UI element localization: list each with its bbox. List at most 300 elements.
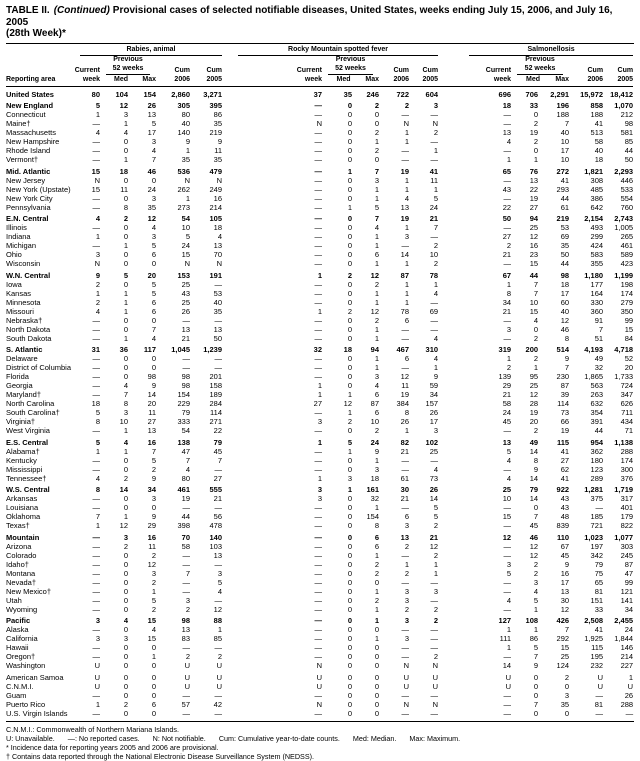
table-row — [6, 399, 633, 408]
value-cell: 721 — [590, 521, 604, 530]
value-cell: U — [505, 681, 512, 691]
value-cell: 79 — [594, 559, 604, 569]
value-cell: 4 — [433, 333, 439, 343]
reporting-area-cell: New England — [6, 101, 54, 110]
value-cell: 1 — [317, 270, 323, 280]
value-cell: 3 — [374, 175, 380, 185]
value-cell: 12 — [213, 604, 223, 614]
value-cell: 7 — [185, 455, 190, 465]
value-cell: N — [316, 119, 323, 128]
value-cell: 10 — [119, 417, 128, 426]
value-cell: 49 — [529, 437, 539, 447]
table-row — [6, 691, 633, 700]
value-cell: 94 — [529, 214, 539, 223]
value-cell: 2 — [123, 699, 128, 709]
value-cell: 5 — [123, 270, 128, 280]
value-cell: 0 — [533, 690, 539, 700]
value-cell: 79 — [213, 437, 223, 447]
value-cell: 724 — [620, 381, 634, 390]
table-title — [6, 5, 634, 40]
value-cell: 87 — [370, 399, 380, 408]
value-cell: 354 — [590, 408, 604, 417]
value-cell: 54 — [181, 214, 190, 223]
table-row — [6, 530, 633, 542]
value-cell: 189 — [209, 390, 223, 399]
value-cell: 4 — [95, 306, 100, 316]
reporting-area-cell: Puerto Rico — [6, 699, 46, 709]
value-cell: 300 — [620, 464, 634, 474]
value-cell: 0 — [347, 652, 353, 661]
value-cell: 19 — [400, 166, 410, 176]
value-cell: 246 — [366, 89, 380, 99]
value-cell: 1 — [506, 279, 512, 289]
value-cell: 0 — [347, 101, 353, 110]
value-cell: 0 — [347, 521, 353, 530]
value-cell: 18 — [502, 101, 512, 110]
value-cell: 16 — [147, 437, 156, 447]
value-cell: 0 — [123, 363, 128, 372]
value-cell: 6 — [374, 250, 380, 259]
value-cell: — — [430, 455, 439, 465]
value-cell: N — [316, 699, 323, 709]
value-cell: — — [92, 464, 100, 474]
value-cell: 0 — [347, 232, 353, 241]
value-cell: 44 — [181, 512, 190, 521]
value-cell: 13 — [213, 324, 223, 334]
value-cell: 0 — [123, 708, 128, 718]
value-cell: — — [430, 137, 439, 146]
value-cell: — — [430, 708, 439, 718]
value-cell: 98 — [147, 372, 156, 381]
value-cell: 2 — [151, 604, 156, 614]
value-cell: U — [94, 672, 100, 682]
value-cell: 24 — [147, 184, 156, 194]
value-cell: 14 — [400, 250, 410, 259]
value-cell: 1,045 — [171, 345, 190, 354]
value-cell: — — [92, 390, 100, 399]
value-cell: 8 — [95, 485, 100, 494]
value-cell: 78 — [429, 270, 439, 280]
value-cell: 4 — [217, 586, 223, 596]
value-cell: 16 — [147, 532, 156, 542]
value-cell: 4 — [151, 146, 156, 155]
value-cell: 333 — [177, 417, 190, 426]
value-cell: — — [314, 634, 323, 643]
value-cell: — — [314, 193, 323, 203]
value-cell: 1,865 — [584, 372, 604, 381]
value-cell: 1,719 — [614, 485, 634, 494]
value-cell: 7 — [533, 699, 539, 709]
value-cell: — — [314, 616, 323, 625]
value-cell: 46 — [560, 324, 570, 334]
value-cell: 2 — [123, 473, 128, 483]
value-cell: 2 — [533, 568, 539, 578]
value-cell: 0 — [123, 315, 128, 325]
value-cell: 40 — [560, 306, 570, 316]
value-cell: — — [430, 232, 439, 241]
value-cell: 1 — [151, 586, 156, 596]
value-cell: 7 — [217, 455, 223, 465]
value-cell: 219 — [209, 128, 223, 137]
value-cell: 8 — [564, 333, 570, 343]
value-cell: 13 — [213, 550, 223, 560]
value-cell: 154 — [177, 390, 190, 399]
value-cell: 3 — [123, 634, 128, 643]
value-cell: 0 — [347, 625, 353, 634]
value-cell: 1 — [347, 485, 353, 494]
value-cell: N — [403, 699, 410, 709]
value-cell: 2 — [433, 550, 439, 560]
value-cell: 11 — [148, 408, 156, 417]
value-cell: 760 — [620, 202, 634, 212]
value-cell: 15 — [91, 166, 100, 176]
value-cell: 0 — [123, 372, 128, 381]
value-cell: 0 — [347, 315, 353, 325]
value-cell: — — [430, 324, 439, 334]
value-cell: 0 — [347, 184, 353, 194]
value-cell: — — [92, 333, 100, 343]
value-cell: — — [314, 166, 323, 176]
table-row — [6, 494, 633, 503]
value-cell: 0 — [347, 604, 353, 614]
reporting-area-cell: Kansas — [6, 288, 32, 298]
value-cell: 1 — [506, 155, 512, 164]
value-cell: 1 — [374, 324, 380, 334]
value-cell: 9 — [151, 473, 156, 483]
title-rule — [6, 43, 634, 44]
value-cell: — — [595, 708, 604, 718]
reporting-area-cell: Minnesota — [6, 297, 41, 307]
value-cell: 1 — [123, 306, 128, 316]
value-cell: 41 — [560, 473, 570, 483]
value-cell: 1 — [506, 354, 512, 363]
value-cell: 10 — [560, 155, 570, 164]
value-cell: 0 — [374, 672, 380, 682]
value-cell: 140 — [177, 128, 190, 137]
value-cell: 27 — [502, 232, 512, 241]
value-cell: 6 — [404, 512, 410, 521]
value-cell: 514 — [556, 345, 570, 354]
value-cell: 10 — [370, 417, 380, 426]
value-cell: 0 — [151, 503, 156, 512]
value-cell: 78 — [400, 306, 410, 316]
value-cell: 0 — [151, 661, 156, 670]
value-cell: — — [430, 595, 439, 605]
value-cell: 227 — [620, 661, 634, 670]
value-cell: 12 — [343, 399, 353, 408]
table-row — [6, 456, 633, 465]
reporting-area-cell: South Dakota — [6, 333, 52, 343]
value-cell: 154 — [366, 512, 380, 521]
value-cell: 272 — [556, 166, 570, 176]
value-cell: 17 — [560, 577, 570, 587]
value-cell: 27 — [560, 455, 570, 465]
value-cell: — — [503, 259, 512, 268]
value-cell: 0 — [533, 503, 539, 512]
value-cell: U — [403, 681, 410, 691]
value-cell: 0 — [374, 681, 380, 691]
value-cell: 1 — [123, 426, 128, 435]
value-cell: 0 — [123, 354, 128, 363]
value-cell: U — [597, 672, 604, 682]
value-cell: — — [182, 503, 190, 512]
value-cell: — — [92, 146, 100, 155]
header-spacer — [6, 46, 78, 57]
value-cell: 18 — [213, 223, 223, 232]
reporting-area-cell: Oregon† — [6, 652, 36, 661]
value-cell: 2 — [404, 604, 410, 614]
value-cell: 2 — [217, 652, 223, 661]
value-cell: 73 — [429, 473, 439, 483]
value-cell: 1 — [123, 288, 128, 298]
reporting-area-cell: Maine† — [6, 119, 31, 128]
value-cell: 110 — [556, 532, 570, 542]
value-cell: 214 — [209, 202, 223, 212]
value-cell: 15 — [529, 259, 539, 268]
value-cell: 18 — [560, 279, 570, 289]
value-cell: 493 — [590, 223, 604, 232]
value-cell: 0 — [347, 586, 353, 596]
value-cell: 31 — [91, 345, 100, 354]
value-cell: 360 — [590, 306, 604, 316]
value-cell: — — [503, 699, 512, 709]
reporting-area-cell: Hawaii — [6, 643, 29, 652]
value-cell: — — [503, 146, 512, 155]
value-cell: — — [401, 155, 410, 164]
value-cell: — — [401, 652, 410, 661]
table-row — [6, 605, 633, 614]
value-cell: 1 — [404, 426, 410, 435]
value-cell: 79 — [529, 485, 539, 494]
value-cell: 104 — [115, 89, 128, 99]
value-cell: 6 — [374, 532, 380, 542]
value-cell: 5 — [506, 446, 512, 456]
value-cell: — — [401, 577, 410, 587]
value-cell: 1,733 — [614, 372, 634, 381]
value-cell: 25 — [529, 223, 539, 232]
value-cell: 3 — [95, 616, 100, 625]
value-cell: 5 — [95, 101, 100, 110]
value-cell: 7 — [151, 324, 156, 334]
value-cell: 4 — [506, 595, 512, 605]
value-cell: 822 — [620, 521, 634, 530]
table-row — [6, 363, 633, 372]
value-cell: — — [314, 559, 323, 569]
value-cell: — — [430, 155, 439, 164]
value-cell: 114 — [210, 408, 223, 417]
value-cell: 16 — [560, 568, 570, 578]
value-cell: — — [92, 155, 100, 164]
value-cell: 7 — [185, 568, 190, 578]
value-cell: 3 — [151, 494, 156, 503]
value-cell: 0 — [123, 690, 128, 700]
value-cell: 0 — [151, 708, 156, 718]
value-cell: — — [92, 604, 100, 614]
value-cell: 7 — [564, 119, 570, 128]
value-cell: U — [184, 661, 190, 670]
value-cell: 0 — [151, 690, 156, 700]
value-cell: 1 — [123, 446, 128, 456]
value-cell: 34 — [147, 485, 156, 494]
value-cell: 2 — [151, 464, 156, 474]
value-cell: 12 — [370, 306, 380, 316]
reporting-area-cell: New Mexico† — [6, 586, 52, 596]
value-cell: — — [92, 568, 100, 578]
value-cell: — — [182, 550, 190, 560]
value-cell: 0 — [374, 690, 380, 700]
value-cell: 12 — [147, 214, 156, 223]
value-cell: 4 — [433, 288, 439, 298]
table-row — [6, 435, 633, 447]
value-cell: N — [216, 259, 223, 268]
value-cell: 1 — [123, 512, 128, 521]
value-cell: 289 — [590, 473, 604, 483]
value-cell: 18 — [91, 399, 100, 408]
value-cell: 115 — [556, 437, 570, 447]
value-cell: — — [430, 110, 439, 119]
value-cell: 0 — [347, 616, 353, 625]
value-cell: 4 — [506, 137, 512, 146]
reporting-area-cell: California — [6, 634, 38, 643]
value-cell: 0 — [151, 175, 156, 185]
value-cell: 35 — [181, 155, 190, 164]
med-header: Med — [114, 75, 128, 83]
value-cell: 1,180 — [584, 270, 604, 280]
value-cell: 15 — [181, 250, 190, 259]
value-cell: 219 — [556, 214, 570, 223]
value-cell: 3 — [433, 101, 439, 110]
value-cell: U — [216, 681, 223, 691]
value-cell: 0 — [123, 503, 128, 512]
value-cell: 65 — [502, 166, 512, 176]
value-cell: 139 — [498, 372, 512, 381]
value-cell: 58 — [594, 137, 604, 146]
reporting-area-cell: Pennsylvania — [6, 202, 51, 212]
value-cell: 9 — [95, 270, 100, 280]
value-cell: 19 — [529, 193, 539, 203]
value-cell: 0 — [123, 455, 128, 465]
value-cell: 1 — [374, 333, 380, 343]
table-body — [6, 87, 633, 718]
value-cell: — — [214, 643, 223, 652]
value-cell: 25 — [502, 485, 512, 494]
value-cell: — — [314, 568, 323, 578]
value-cell: 293 — [556, 184, 570, 194]
table-row — [6, 223, 633, 232]
value-cell: 21 — [502, 306, 512, 316]
value-cell: 87 — [560, 381, 570, 390]
value-cell: 56 — [213, 512, 223, 521]
value-cell: 53 — [560, 223, 570, 232]
value-cell: 76 — [529, 166, 539, 176]
table-header — [6, 46, 633, 87]
value-cell: 45 — [502, 417, 512, 426]
value-cell: 35 — [213, 155, 223, 164]
value-cell: 11 — [430, 175, 439, 185]
value-cell: U — [184, 672, 190, 682]
value-cell: — — [503, 223, 512, 232]
value-cell: 0 — [347, 699, 353, 709]
value-cell: 0 — [123, 643, 128, 652]
value-cell: 2 — [151, 550, 156, 560]
value-cell: 41 — [560, 175, 570, 185]
value-cell: — — [314, 521, 323, 530]
value-cell: 7 — [533, 652, 539, 661]
table-title-label: TABLE II. — [6, 5, 50, 16]
value-cell: 0 — [151, 363, 156, 372]
value-cell: 5 — [185, 232, 190, 241]
value-cell: 12 — [429, 541, 439, 551]
value-cell: U — [316, 681, 323, 691]
value-cell: 1 — [95, 288, 100, 298]
value-cell: 375 — [590, 494, 604, 503]
value-cell: 15 — [502, 512, 512, 521]
value-cell: 14 — [429, 494, 439, 503]
value-cell: 41 — [560, 446, 570, 456]
table-row — [6, 137, 633, 146]
value-cell: — — [92, 193, 100, 203]
value-cell: N — [216, 175, 223, 185]
value-cell: U — [432, 681, 439, 691]
value-cell: 3 — [506, 559, 512, 569]
reporting-area-cell: C.N.M.I. — [6, 681, 34, 691]
value-cell: 3 — [151, 137, 156, 146]
value-cell: 80 — [181, 473, 190, 483]
reporting-area-cell: Maryland† — [6, 390, 42, 399]
value-cell: 34 — [624, 604, 634, 614]
value-cell: 1 — [317, 390, 323, 399]
table-row — [6, 146, 633, 155]
value-cell: 3 — [404, 616, 410, 625]
value-cell: 10 — [502, 494, 512, 503]
value-cell: 2 — [374, 426, 380, 435]
value-cell: 29 — [502, 381, 512, 390]
value-cell: 7 — [95, 512, 100, 521]
value-cell: 33 — [529, 101, 539, 110]
value-cell: — — [182, 315, 190, 325]
med-header: Med — [336, 75, 351, 83]
value-cell: 4,718 — [614, 345, 634, 354]
value-cell: 4 — [95, 473, 100, 483]
value-cell: 461 — [620, 241, 634, 250]
value-cell: 12 — [370, 270, 380, 280]
value-cell: — — [92, 426, 100, 435]
value-cell: 22 — [213, 426, 223, 435]
value-cell: 188 — [556, 110, 570, 119]
value-cell: 1 — [374, 232, 380, 241]
value-cell: — — [401, 503, 410, 512]
value-cell: 79 — [181, 408, 190, 417]
value-cell: 0 — [347, 550, 353, 560]
value-cell: 30 — [560, 595, 570, 605]
table-row — [6, 194, 633, 203]
value-cell: 51 — [594, 333, 604, 343]
value-cell: 153 — [177, 270, 190, 280]
value-cell: — — [314, 223, 323, 232]
value-cell: 1 — [374, 193, 380, 203]
value-cell: 177 — [590, 279, 604, 289]
value-cell: — — [503, 426, 512, 435]
value-cell: 151 — [590, 595, 604, 605]
value-cell: — — [503, 586, 512, 596]
previous-52-weeks-header: Previous 52 weeks Med Max — [322, 56, 379, 87]
value-cell: 423 — [620, 259, 634, 268]
reporting-area-cell: Washington — [6, 661, 46, 670]
table-row — [6, 110, 633, 119]
reporting-area-cell: Indiana — [6, 232, 31, 241]
value-cell: 0 — [347, 110, 353, 119]
value-cell: 81 — [594, 699, 604, 709]
